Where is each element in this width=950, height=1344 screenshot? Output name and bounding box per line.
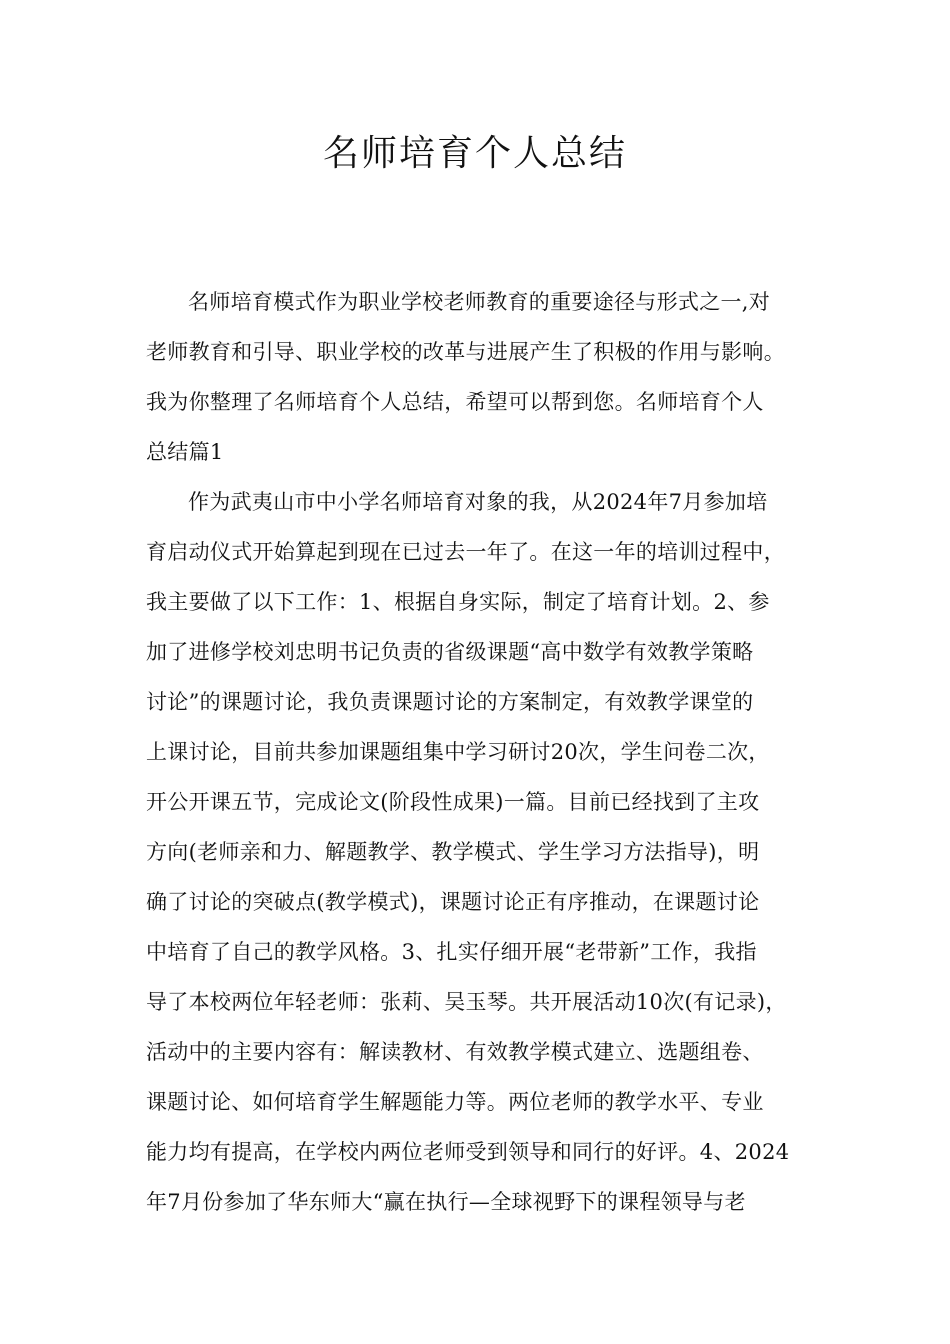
body-line-15: 导了本校两位年轻老师：张莉、吴玉琴。共开展活动10次(有记录)， <box>146 990 787 1014</box>
body-line-4: 总结篇1 <box>146 440 224 464</box>
document-body <box>146 284 816 1234</box>
document-title: 名师培育个人总结 <box>322 133 627 174</box>
body-line-5: 作为武夷山市中小学名师培育对象的我，从2024年7月参加培 <box>188 490 768 514</box>
body-line-18: 能力均有提高，在学校内两位老师受到领导和同行的好评。4、2024 <box>146 1140 790 1164</box>
body-line-13: 确了讨论的突破点(教学模式)，课题讨论正有序推动，在课题讨论 <box>146 890 760 914</box>
body-line-16: 活动中的主要内容有：解读教材、有效教学模式建立、选题组卷、 <box>146 1040 764 1064</box>
body-line-1: 名师培育模式作为职业学校老师教育的重要途径与形式之一,对 <box>188 290 771 314</box>
body-line-6: 育启动仪式开始算起到现在已过去一年了。在这一年的培训过程中， <box>146 540 785 564</box>
body-line-14: 中培育了自己的教学风格。3、扎实仔细开展“老带新”工作，我指 <box>146 940 757 964</box>
body-line-11: 开公开课五节，完成论文(阶段性成果)一篇。目前已经找到了主攻 <box>146 790 760 814</box>
body-line-3: 我为你整理了名师培育个人总结，希望可以帮到您。名师培育个人 <box>146 390 764 414</box>
body-line-9: 讨论”的课题讨论，我负责课题讨论的方案制定，有效教学课堂的 <box>146 690 754 714</box>
body-line-2: 老师教育和引导、职业学校的改革与进展产生了积极的作用与影响。 <box>146 340 785 364</box>
body-line-19: 年7月份参加了华东师大“赢在执行—全球视野下的课程领导与老 <box>146 1190 746 1214</box>
body-line-8: 加了进修学校刘忠明书记负责的省级课题“高中数学有效教学策略 <box>146 640 754 664</box>
body-line-7: 我主要做了以下工作：1、根据自身实际，制定了培育计划。2、参 <box>146 590 770 614</box>
body-line-12: 方向(老师亲和力、解题教学、教学模式、学生学习方法指导)，明 <box>146 840 760 864</box>
body-line-10: 上课讨论，目前共参加课题组集中学习研讨20次，学生问卷二次， <box>146 740 770 764</box>
body-line-17: 课题讨论、如何培育学生解题能力等。两位老师的教学水平、专业 <box>146 1090 764 1114</box>
